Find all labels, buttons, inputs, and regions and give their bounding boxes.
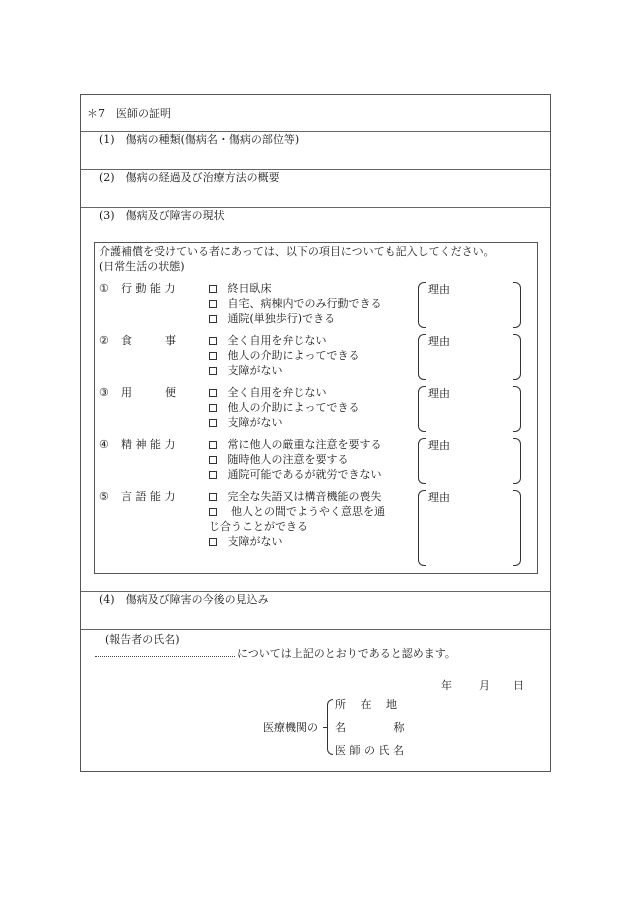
reason-bracket-right [513,386,521,432]
option-row [209,297,382,311]
option-label: 支障がない [227,364,283,377]
divider [81,207,550,208]
option-continuation: じ合うことができる [209,520,308,533]
divider [81,169,550,170]
option-row [209,364,283,378]
checkbox[interactable] [209,441,217,449]
reason-bracket-left [418,438,426,484]
item-number: ⑤ [99,490,109,503]
divider [81,131,550,132]
divider [81,591,550,592]
item-label: 用 便 [121,386,176,399]
section-2-heading: (2) 傷病の経過及び治療方法の概要 [99,171,280,184]
reason-bracket-left [418,334,426,380]
reason-label: 理由 [428,387,450,400]
certify-text: については上記のとおりであると認めます。 [237,647,456,660]
item-label: 食 事 [121,334,176,347]
institution-address-label: 所 在 地 [335,698,397,711]
section-4-heading: (4) 傷病及び障害の今後の見込み [99,593,269,606]
date-day: 日 [513,679,524,692]
item-number: ③ [99,386,109,399]
doctor-name-label: 医 師 の 氏 名 [335,744,404,757]
reason-label: 理由 [428,439,450,452]
option-row [209,349,360,363]
item-number: ① [99,282,109,295]
item-label: 言 語 能 力 [121,490,176,503]
institution-label: 医療機関の [263,721,318,734]
checkbox[interactable] [209,493,217,501]
checkbox[interactable] [209,456,217,464]
checkbox[interactable] [209,419,217,427]
checkbox[interactable] [209,300,217,308]
reason-bracket-left [418,490,426,566]
reason-label: 理由 [428,335,450,348]
reason-bracket-left [418,282,426,328]
checkbox[interactable] [209,508,217,516]
checkbox[interactable] [209,367,217,375]
option-row [209,438,382,452]
checkbox[interactable] [209,285,217,293]
option-row [209,386,327,400]
option-label: 支障がない [227,535,283,548]
option-label: 全く自用を弁じない [227,386,327,399]
option-label: 他人の介助によってできる [227,401,360,414]
date-month: 月 [479,679,490,692]
reason-bracket-left [418,386,426,432]
section-3-heading: (3) 傷病及び障害の現状 [99,209,225,222]
checkbox[interactable] [209,315,217,323]
option-row [209,334,327,348]
item-label: 精 神 能 力 [121,438,176,451]
option-label: 自宅、病棟内でのみ行動できる [227,297,382,310]
option-row [209,401,360,415]
daily-life-status-box [94,242,538,574]
checkbox[interactable] [209,538,217,546]
form-title: ＊7 医師の証明 [87,107,171,120]
option-label: 通院可能であるが就労できない [227,468,382,481]
option-label: 支障がない [227,416,283,429]
checkbox[interactable] [209,352,217,360]
reason-label: 理由 [428,283,450,296]
section-1-heading: (1) 傷病の種類(傷病名・傷病の部位等) [99,133,300,146]
reason-bracket-right [513,334,521,380]
reporter-label: (報告者の氏名) [105,633,180,646]
option-label: 全く自用を弁じない [227,334,327,347]
reason-bracket-right [513,438,521,484]
inner-intro: 介護補償を受けている者にあっては、以下の項目についても記入してください。 [99,245,495,258]
option-row [209,416,283,430]
option-row [209,490,382,504]
option-row [209,282,272,296]
option-row [209,535,283,549]
checkbox[interactable] [209,337,217,345]
institution-name-label: 名 称 [335,721,405,734]
inner-subtitle: (日常生活の状態) [99,260,185,273]
reason-label: 理由 [428,491,450,504]
reason-bracket-right [513,282,521,328]
institution-brace-tip [323,727,327,728]
checkbox[interactable] [209,389,217,397]
option-label: 他人の介助によってできる [227,349,360,362]
option-row [209,505,385,519]
item-number: ② [99,334,109,347]
item-label: 行 動 能 力 [121,282,176,295]
option-row [209,312,335,326]
divider [81,629,550,630]
option-label: 通院(単独歩行)できる [227,312,336,325]
reporter-name-line[interactable] [95,644,235,657]
option-row [209,468,382,482]
option-row [209,453,349,467]
institution-brace [327,699,333,755]
item-number: ④ [99,438,109,451]
option-label: 完全な失語又は構音機能の喪失 [227,490,382,503]
checkbox[interactable] [209,404,217,412]
checkbox[interactable] [209,471,217,479]
option-label: 他人との間でようやく意思を通 [231,505,385,518]
option-label: 常に他人の厳重な注意を要する [227,438,382,451]
date-year: 年 [441,679,452,692]
option-label: 終日臥床 [227,282,272,295]
reason-bracket-right [513,490,521,566]
option-label: 随時他人の注意を要する [227,453,349,466]
medical-certificate-form [80,94,551,772]
